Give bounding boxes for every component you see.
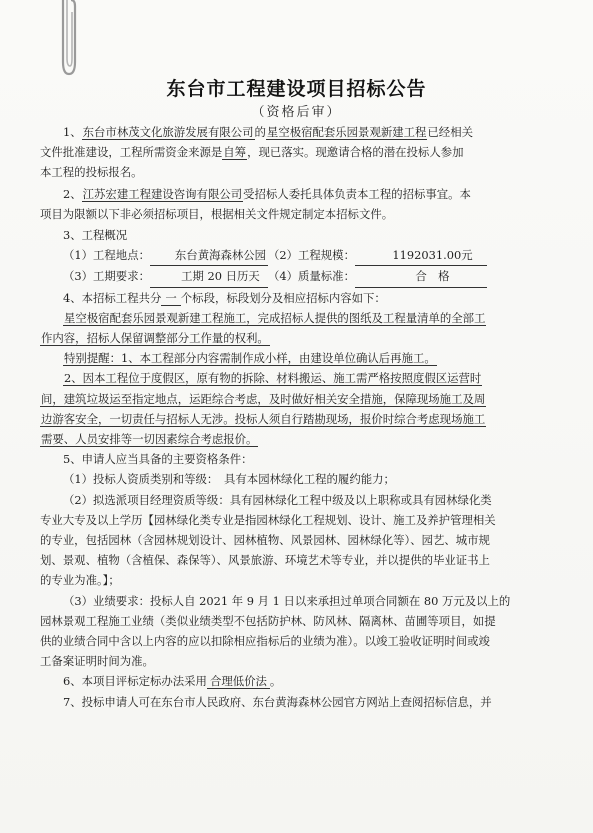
qualification-2-line-2: 专业大专及以上学历【园林绿化类专业是指园林绿化工程规划、设计、施工及养护管理相关 bbox=[40, 512, 496, 527]
location-value: 东台黄海森林公园 bbox=[150, 245, 268, 266]
note-text: 边游客安全，一切责任与招标人无涉。投标人须自行踏勘现场，报价时综合考虑现场施工 bbox=[41, 411, 486, 426]
project-overview-row-2 bbox=[40, 266, 560, 287]
lot-count: 一 bbox=[161, 291, 180, 306]
fund-source: 自筹 bbox=[223, 145, 247, 160]
special-note-2-line-3 bbox=[40, 409, 560, 429]
section-1-text: ，现已落实。现邀请合格的潜在投标人参加 bbox=[247, 145, 464, 160]
section-1-number: 1、 bbox=[63, 125, 82, 139]
note-text: 2、因本工程位于度假区，原有物的拆除、材料搬运、施工需严格按照度假区运营时 bbox=[64, 371, 482, 386]
special-note-1 bbox=[40, 348, 560, 368]
note-text: 特别提醒：1、本工程部分内容需制作成小样，由建设单位确认后再施工。 bbox=[64, 351, 436, 366]
notice-body bbox=[40, 122, 560, 712]
quality-label: （4）质量标准： bbox=[267, 269, 355, 284]
duration-label: （3）工期要求： bbox=[63, 269, 150, 284]
agent-name: 江苏宏建工程建设咨询有限公司 bbox=[82, 186, 243, 201]
special-note-2-line-2 bbox=[40, 389, 560, 409]
qualification-3-line-3: 供的业绩合同中含以上内容的应以扣除相应指标后的业绩为准）。以竣工验收证明时间或竣 bbox=[40, 634, 490, 649]
section-5-heading: 5、申请人应当具备的主要资格条件： bbox=[63, 452, 253, 467]
section-2-number: 2、 bbox=[63, 186, 82, 201]
special-note-2 bbox=[40, 368, 560, 388]
section-2-line-2: 项目为限额以下非必须招标项目，根据相关文件规定制定本招标文件。 bbox=[40, 206, 394, 221]
special-note-2-line-4 bbox=[40, 429, 560, 449]
note-text: 间，建筑垃圾运至指定地点，运距综合考虑，及时做好相关安全措施，保障现场施工及周 bbox=[41, 391, 486, 406]
qualification-2-line-3: 的专业，包括园林（含园林规划设计、园林植物、风景园林、园林绿化等）、园艺、城市规 bbox=[40, 533, 490, 548]
scope-line-2 bbox=[40, 328, 560, 348]
evaluation-method: 合理低价法 bbox=[207, 674, 270, 689]
qualification-3: （3）业绩要求：投标人自 2021 年 9 月 1 日以来承担过单项合同额在 80 万元及以上的 bbox=[63, 593, 511, 608]
qualification-2: （2）拟选派项目经理资质等级：具有园林绿化工程中级及以上职称或具有园林绿化类 bbox=[63, 492, 492, 507]
section-1 bbox=[40, 122, 560, 142]
scale-value: 1192031.00元 bbox=[355, 245, 487, 266]
qualification-1: （1）投标人资质类别和等级： 具有本园林绿化工程的履约能力； bbox=[63, 472, 395, 487]
section-1-text: 已经相关 bbox=[427, 125, 473, 139]
qualification-2-line-4: 划、景观、植物（含植保、森保等）、风景旅游、环境艺术等专业，并以提供的毕业证书上 bbox=[40, 553, 490, 568]
notice-title: 东台市工程建设项目招标公告 bbox=[166, 78, 427, 100]
section-6-text: 6、本项目评标定标办法采用 bbox=[63, 674, 207, 689]
section-4-text: 个标段，标段划分及相应招标内容如下： bbox=[180, 290, 386, 305]
section-2-text: 受招标人委托具体负责本工程的招标事宜。本 bbox=[243, 186, 471, 201]
scope-line-1 bbox=[40, 308, 560, 328]
section-4 bbox=[40, 288, 560, 308]
duration-value: 工期 20 日历天 bbox=[150, 266, 268, 287]
section-4-text: 4、本招标工程共分 bbox=[63, 290, 162, 305]
scope-text: 星空极宿配套乐园景观新建工程施工，完成招标人提供的图纸及工程量清单的全部工 bbox=[64, 310, 486, 325]
location-label: （1）工程地点： bbox=[63, 248, 150, 263]
paper-clip-icon bbox=[55, 0, 81, 78]
note-text: 需要、人员安排等一切因素综合考虑报价。 bbox=[41, 432, 258, 447]
qualification-2-line-5: 的专业为准。】； bbox=[40, 573, 120, 588]
section-7: 7、投标申请人可在东台市人民政府、东台黄海森林公园官方网站上查阅招标信息，并 bbox=[63, 694, 492, 709]
notice-subtitle: （资格后审） bbox=[251, 105, 342, 120]
section-1-line-3: 本工程的投标报名。 bbox=[40, 165, 143, 180]
owner-name: 东台市林茂文化旅游发展有限公司 bbox=[82, 125, 254, 139]
section-2 bbox=[40, 184, 560, 204]
section-6-text: 。 bbox=[269, 674, 282, 689]
section-1-text: 文件批准建设，工程所需资金来源是 bbox=[40, 145, 223, 160]
project-name: 星空极宿配套乐园景观新建工程 bbox=[266, 125, 427, 139]
quality-value: 合 格 bbox=[355, 266, 487, 287]
project-overview-row-1 bbox=[40, 245, 560, 266]
scale-label: （2）工程规模： bbox=[267, 248, 355, 263]
scope-text: 作内容，招标人保留调整部分工作量的权利。 bbox=[41, 331, 269, 346]
qualification-3-line-4: 工备案证明时间为准。 bbox=[40, 654, 154, 669]
section-1-line-2 bbox=[40, 142, 560, 162]
section-6 bbox=[40, 671, 560, 691]
section-1-text: 的 bbox=[254, 125, 266, 139]
qualification-3-line-2: 园林景观工程施工业绩（类似业绩类型不包括防护林、防风林、隔离林、苗圃等项目，如提 bbox=[40, 613, 496, 628]
section-3-heading: 3、工程概况 bbox=[63, 228, 128, 243]
